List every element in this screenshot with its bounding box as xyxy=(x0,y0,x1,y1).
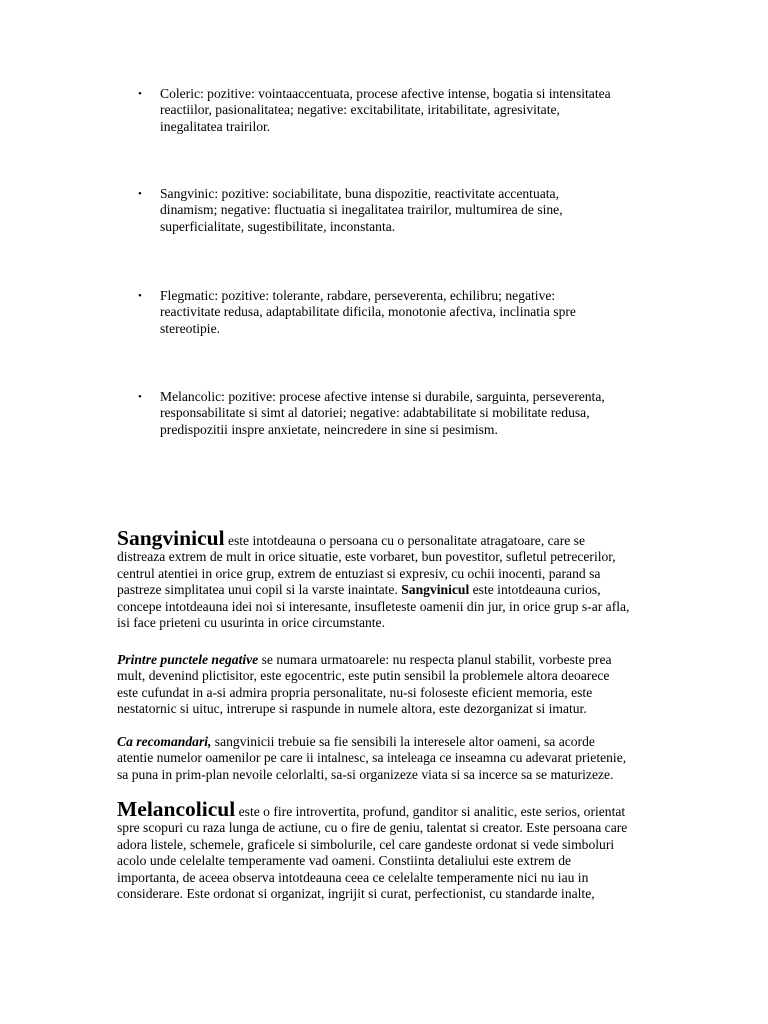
bold-term: Sangvinicul xyxy=(401,582,470,598)
list-item-text: Sangvinic: pozitive: sociabilitate, buna dispozitie, reactivitate accentuata, xyxy=(160,186,559,201)
paragraph-text: se numara urmatoarele: nu respecta planul stabilit, vorbeste prea xyxy=(258,652,612,667)
section-heading-sangvinicul: Sangvinicul xyxy=(117,526,225,550)
paragraph-text: pastreze simplitatea unui copil si la varste inaintate. xyxy=(117,582,402,598)
list-item-text: responsabilitate si simt al datoriei; negative: adabtabilitate si mobilitate redusa, xyxy=(160,405,590,421)
list-item-sangvinic xyxy=(160,186,665,235)
paragraph-negative-points xyxy=(117,652,662,718)
paragraph-recommendations xyxy=(117,734,662,783)
list-item-text: reactivitate redusa, adaptabilitate dificila, monotonie afectiva, inclinatia spre xyxy=(160,304,576,320)
paragraph-text: atentie numelor oamenilor pe care ii intalnesc, sa inteleaga ce inseamna cu adevarat prietenie, xyxy=(117,750,627,766)
paragraph-text: este intotdeauna o persoana cu o personalitate atragatoare, care se xyxy=(224,533,585,548)
list-item-text: Melancolic: pozitive: procese afective intense si durabile, sarguinta, perseverenta, xyxy=(160,389,605,404)
paragraph-text: centrul atentiei in orice grup, extrem de entuziast si expresiv, cu ochii inocenti, parand sa xyxy=(117,565,601,581)
list-item-melancolic xyxy=(160,389,665,438)
paragraph-text: considerare. Este ordonat si organizat, ingrijit si curat, perfectionist, cu standarde inalte, xyxy=(117,886,595,902)
paragraph-melancolicul xyxy=(117,798,662,902)
paragraph-text: sa puna in prim-plan nevoile celorlalti, sa-si organizeze viata si sa incerce sa se maturizeze. xyxy=(117,766,614,782)
paragraph-text: este o fire introvertita, profund, ganditor si analitic, este serios, orientat xyxy=(235,804,626,819)
section-heading-melancolicul: Melancolicul xyxy=(117,797,236,821)
paragraph-text: spre scopuri cu raza lunga de actiune, cu o fire de geniu, talentat si creator. Este persoana care xyxy=(117,820,628,836)
paragraph-text: este intotdeauna curios, xyxy=(469,582,601,598)
list-item-text: reactiilor, pasionalitatea; negative: excitabilitate, iritabilitate, agresivitate, xyxy=(160,102,560,118)
paragraph-text: sangvinicii trebuie sa fie sensibili la interesele altor oameni, sa acorde xyxy=(211,734,595,749)
list-item-text: inegalitatea trairilor. xyxy=(160,118,271,134)
list-item-flegmatic xyxy=(160,288,665,337)
list-item-text: dinamism; negative: fluctuatia si inegalitatea trairilor, multumirea de sine, xyxy=(160,202,563,218)
list-item-coleric xyxy=(160,86,665,135)
paragraph-text: isi face prieteni cu usurinta in orice circumstante. xyxy=(117,615,385,631)
paragraph-text: mult, devenind plictisitor, este egocentric, este putin sensibil la problemele altora deoarece xyxy=(117,668,610,684)
paragraph-text: importanta, de aceea observa intotdeauna ceea ce celelalte temperamente nici nu iau in xyxy=(117,869,589,885)
paragraph-text: concepe intotdeauna idei noi si interesante, insufleteste oamenii din jur, in orice grup s-ar afla, xyxy=(117,598,630,614)
emphasis-lead: Ca recomandari, xyxy=(117,734,212,749)
paragraph-text: distreaza extrem de mult in orice situatie, este vorbaret, bun povestitor, sufletul petrecerilor, xyxy=(117,549,616,565)
list-item-text: Coleric: pozitive: vointaaccentuata, procese afective intense, bogatia si intensitatea xyxy=(160,86,611,101)
paragraph-sangvinicul xyxy=(117,527,662,631)
paragraph-text: este cufundat in a-si admira propria personalitate, nu-si foloseste eficient memoria, este xyxy=(117,684,593,700)
emphasis-lead: Printre punctele negative xyxy=(117,652,259,667)
paragraph-text: acolo unde celelalte temperamente vad oameni. Constiinta detaliului este extrem de xyxy=(117,853,572,869)
paragraph-text: adora listele, schemele, graficele si simbolurile, cel care gandeste ordonat si vede simboluri xyxy=(117,836,615,852)
list-item-text: superficialitate, sugestibilitate, inconstanta. xyxy=(160,218,396,234)
list-item-text: Flegmatic: pozitive: tolerante, rabdare, perseverenta, echilibru; negative: xyxy=(160,288,556,303)
paragraph-text: nestatornic si uituc, intrerupe si raspunde in numele altora, este dezorganizat si imatur. xyxy=(117,701,587,717)
list-item-text: stereotipie. xyxy=(160,320,221,336)
list-item-text: predispozitii inspre anxietate, neincredere in sine si pesimism. xyxy=(160,421,498,437)
